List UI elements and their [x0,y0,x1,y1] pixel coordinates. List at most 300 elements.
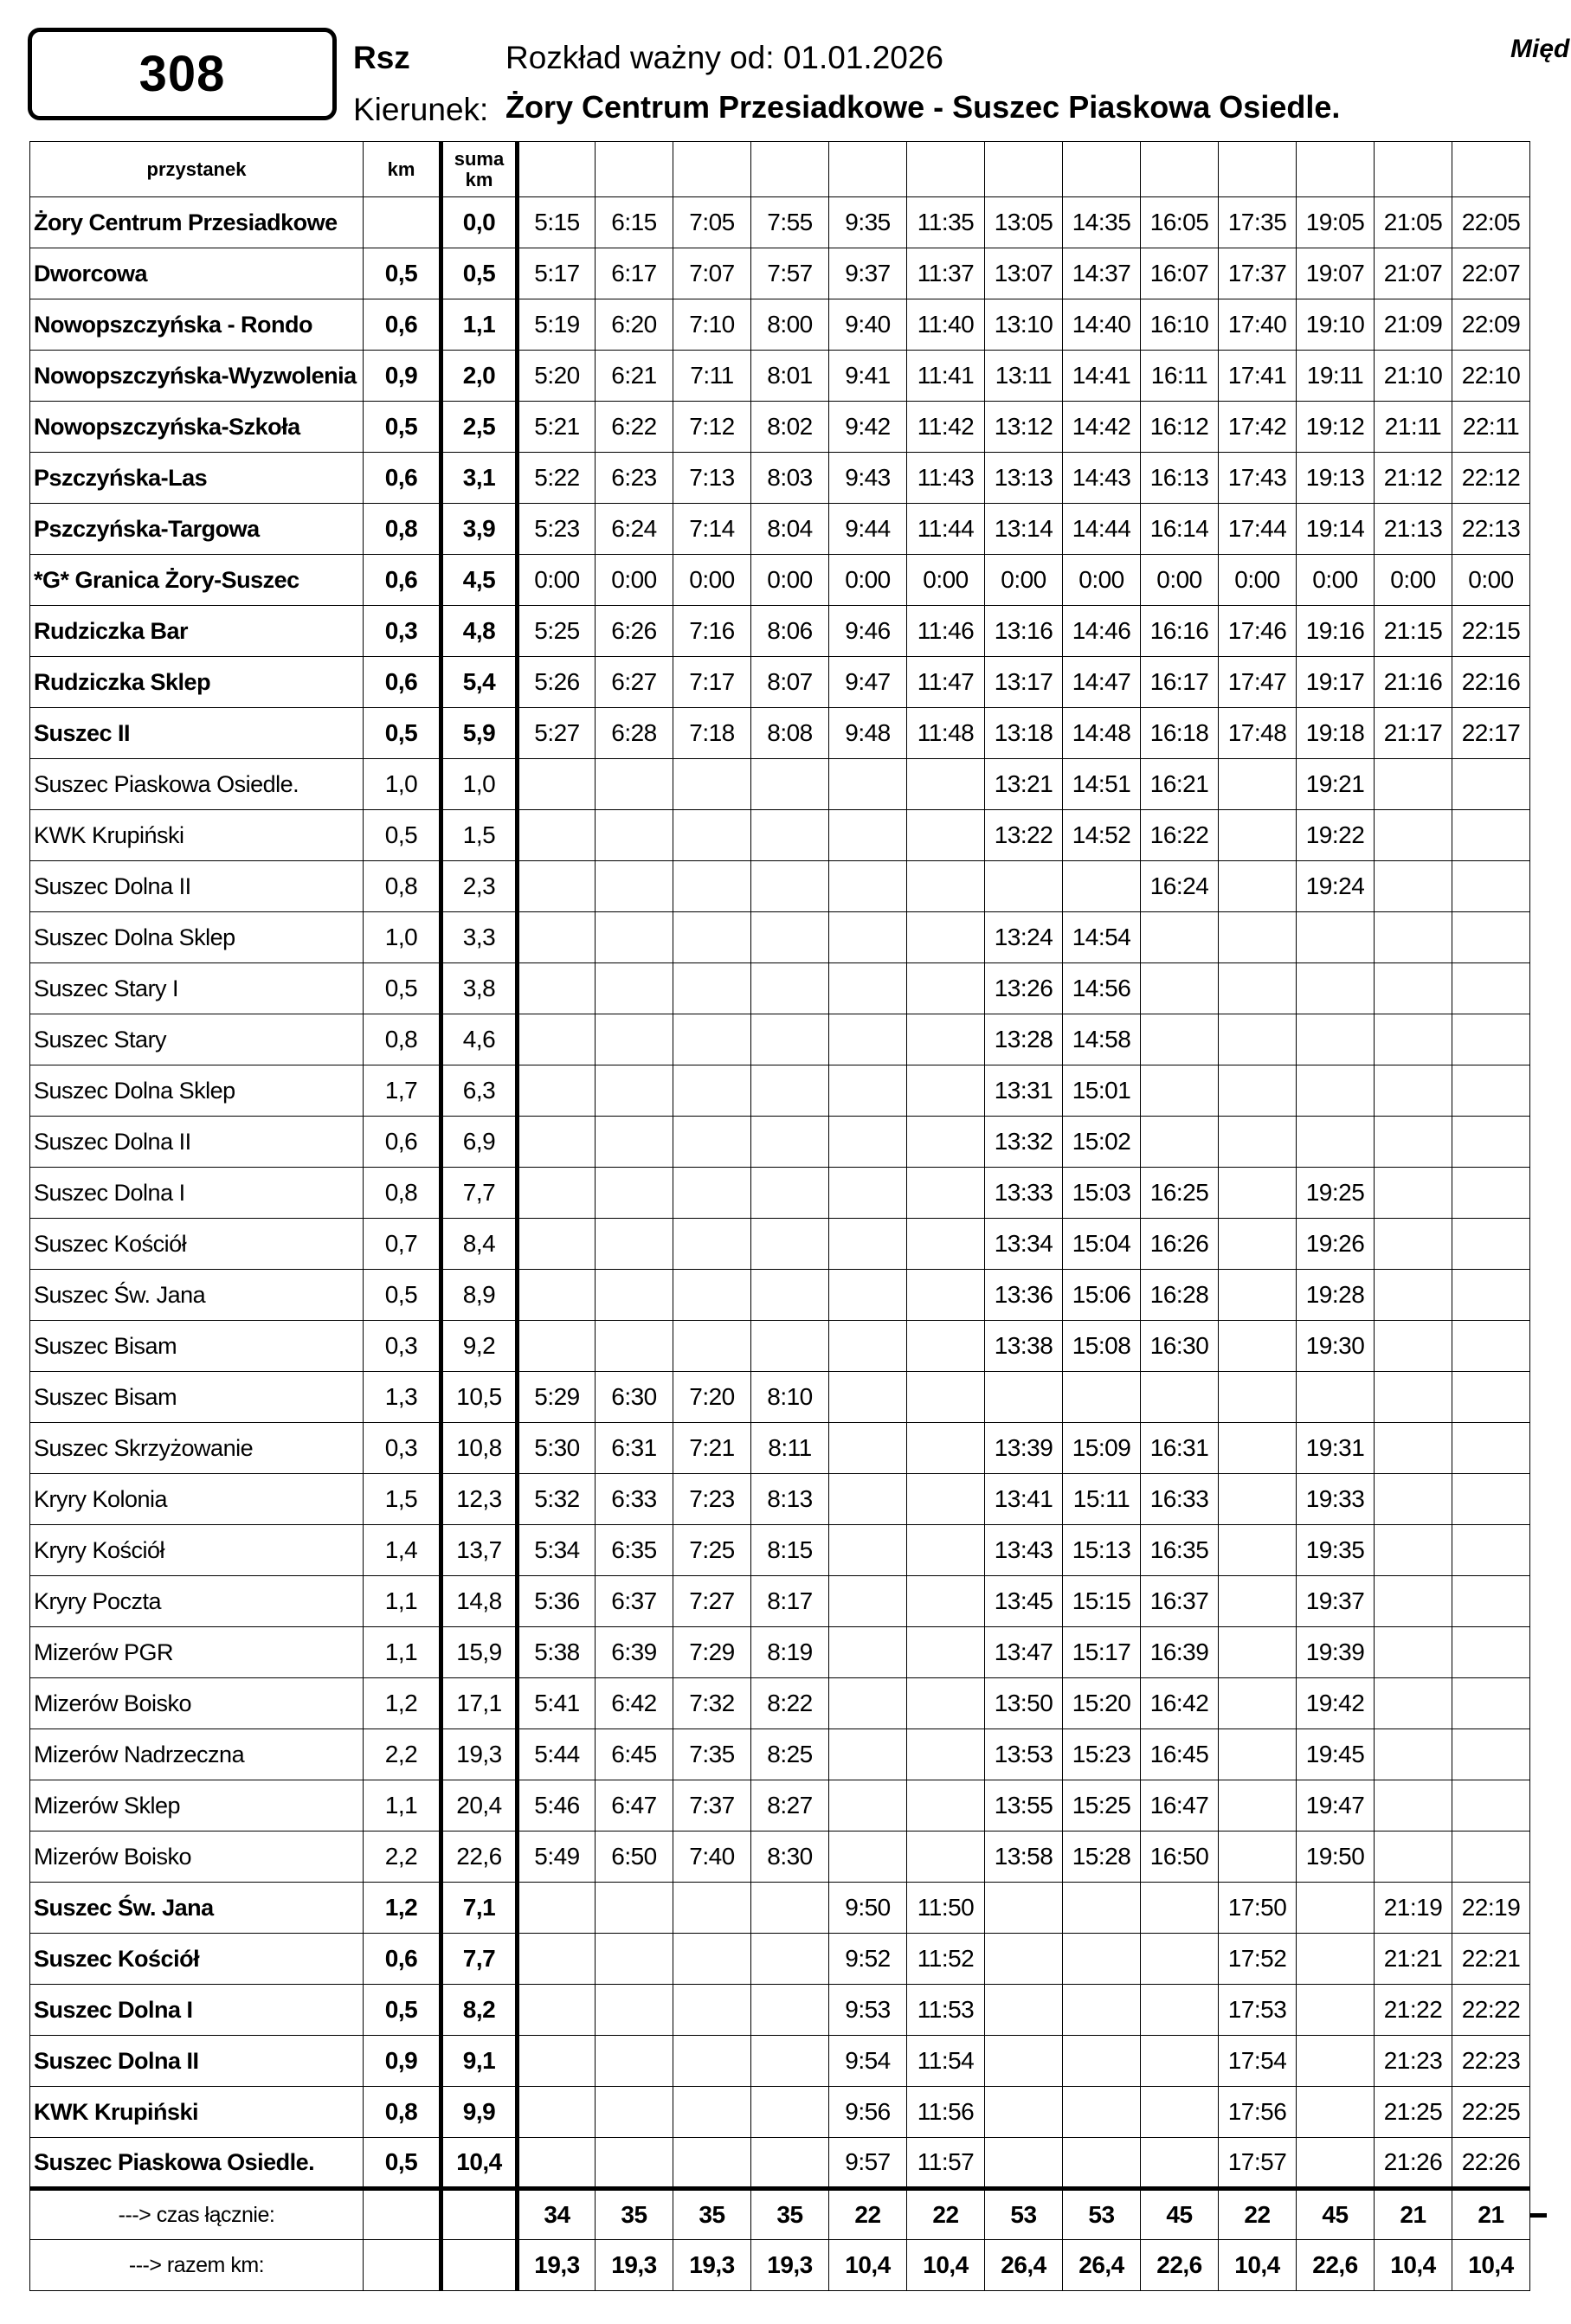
departure-time: 8:17 [751,1576,829,1627]
stop-km: 2,2 [364,1832,441,1883]
departure-time: 16:05 [1141,197,1219,248]
column-header-trip [1063,142,1141,197]
departure-time [1219,1321,1297,1372]
stop-km: 0,6 [364,1117,441,1168]
departure-time: 5:44 [518,1729,596,1780]
stop-total-km: 3,9 [441,504,518,555]
stop-total-km: 5,9 [441,708,518,759]
departure-time [751,1219,829,1270]
departure-time [1219,1627,1297,1678]
departure-time: 8:04 [751,504,829,555]
stop-total-km: 6,9 [441,1117,518,1168]
stop-total-km: 0,0 [441,197,518,248]
departure-time: 13:47 [985,1627,1063,1678]
departure-time [1219,912,1297,963]
departure-time [1297,1985,1375,2036]
summary-value: 21 [1452,2189,1530,2240]
departure-time: 0:00 [907,555,985,606]
departure-time [1375,1219,1452,1270]
departure-time [673,1117,751,1168]
summary-value: 19,3 [751,2240,829,2291]
departure-time [985,1934,1063,1985]
departure-time: 7:57 [751,248,829,299]
summary-value: 10,4 [1452,2240,1530,2291]
departure-time: 19:25 [1297,1168,1375,1219]
column-header-trip [1452,142,1530,197]
table-row [30,555,1530,606]
departure-time [751,759,829,810]
stop-total-km: 20,4 [441,1780,518,1832]
table-row [30,1168,1530,1219]
departure-time [673,1321,751,1372]
departure-time [1452,1627,1530,1678]
departure-time [985,1985,1063,2036]
departure-time [1219,1065,1297,1117]
departure-time [1452,1117,1530,1168]
departure-time: 7:23 [673,1474,751,1525]
departure-time [1219,810,1297,861]
departure-time [1375,1321,1452,1372]
table-row [30,1372,1530,1423]
table-row [30,248,1530,299]
departure-time [1219,1678,1297,1729]
stop-km: 1,2 [364,1678,441,1729]
departure-time [751,1014,829,1065]
table-row [30,606,1530,657]
departure-time [1297,1372,1375,1423]
stop-km: 0,8 [364,2087,441,2138]
departure-time: 8:30 [751,1832,829,1883]
summary-blank [441,2240,518,2291]
departure-time: 5:30 [518,1423,596,1474]
departure-time [1375,1576,1452,1627]
column-header-trip [596,142,673,197]
departure-time [751,1934,829,1985]
departure-time [673,1883,751,1934]
route-type: Rsz [353,40,410,75]
departure-time [907,1832,985,1883]
departure-time [1141,2138,1219,2189]
departure-time [1219,1014,1297,1065]
table-row [30,1474,1530,1525]
departure-time: 9:52 [829,1934,907,1985]
departure-time [673,2138,751,2189]
summary-row [30,2240,1530,2291]
departure-time: 5:29 [518,1372,596,1423]
summary-value: 22,6 [1297,2240,1375,2291]
departure-time: 0:00 [985,555,1063,606]
departure-time [1141,1934,1219,1985]
departure-time: 14:41 [1063,351,1141,402]
stop-km: 0,6 [364,1934,441,1985]
departure-time: 5:41 [518,1678,596,1729]
departure-time: 14:46 [1063,606,1141,657]
column-header-stop: przystanek [30,142,364,197]
departure-time: 13:12 [985,402,1063,453]
departure-time: 8:03 [751,453,829,504]
departure-time: 19:24 [1297,861,1375,912]
departure-time [829,861,907,912]
departure-time [596,1270,673,1321]
departure-time: 19:28 [1297,1270,1375,1321]
departure-time [596,2087,673,2138]
departure-time: 9:44 [829,504,907,555]
departure-time: 8:06 [751,606,829,657]
departure-time: 19:37 [1297,1576,1375,1627]
summary-value: 26,4 [985,2240,1063,2291]
departure-time: 17:35 [1219,197,1297,248]
stop-total-km: 3,8 [441,963,518,1014]
departure-time [1452,1065,1530,1117]
departure-time [1375,1168,1452,1219]
departure-time: 19:05 [1297,197,1375,248]
line-number: 308 [138,46,226,102]
summary-value: 22,6 [1141,2240,1219,2291]
departure-time [1375,912,1452,963]
departure-time [1063,1883,1141,1934]
departure-time: 16:12 [1141,402,1219,453]
summary-value: 45 [1297,2189,1375,2240]
departure-time: 19:22 [1297,810,1375,861]
departure-time: 15:11 [1063,1474,1141,1525]
column-header-trip [907,142,985,197]
stop-name: Suszec Dolna II [30,861,364,912]
departure-time [1297,2087,1375,2138]
departure-time: 22:25 [1452,2087,1530,2138]
departure-time: 13:10 [985,299,1063,351]
column-header-km: km [364,142,441,197]
departure-time: 7:05 [673,197,751,248]
departure-time [1063,861,1141,912]
stop-total-km: 4,6 [441,1014,518,1065]
stop-total-km: 12,3 [441,1474,518,1525]
departure-time [673,759,751,810]
departure-time [596,912,673,963]
stop-km: 1,0 [364,912,441,963]
departure-time: 19:12 [1297,402,1375,453]
departure-time [673,861,751,912]
departure-time: 0:00 [1219,555,1297,606]
departure-time [907,1474,985,1525]
table-row [30,1832,1530,1883]
departure-time: 22:09 [1452,299,1530,351]
departure-time: 16:31 [1141,1423,1219,1474]
departure-time: 19:30 [1297,1321,1375,1372]
departure-time: 19:39 [1297,1627,1375,1678]
stop-total-km: 8,9 [441,1270,518,1321]
departure-time [1452,810,1530,861]
departure-time: 13:43 [985,1525,1063,1576]
stop-name: Suszec Dolna II [30,1117,364,1168]
departure-time [751,1883,829,1934]
column-header-trip [673,142,751,197]
summary-blank [364,2240,441,2291]
departure-time: 21:17 [1375,708,1452,759]
departure-time [829,1423,907,1474]
departure-time: 21:07 [1375,248,1452,299]
summary-value: 35 [673,2189,751,2240]
departure-time [673,1219,751,1270]
summary-value: 45 [1141,2189,1219,2240]
column-header-trip [751,142,829,197]
departure-time [1452,1168,1530,1219]
departure-time: 19:13 [1297,453,1375,504]
departure-time: 22:22 [1452,1985,1530,2036]
stop-km: 0,3 [364,1321,441,1372]
departure-time [907,1627,985,1678]
departure-time: 13:16 [985,606,1063,657]
departure-time: 7:20 [673,1372,751,1423]
departure-time: 13:14 [985,504,1063,555]
departure-time [518,1934,596,1985]
departure-time: 16:22 [1141,810,1219,861]
departure-time [1297,912,1375,963]
stop-total-km: 2,0 [441,351,518,402]
departure-time [596,759,673,810]
departure-time: 7:21 [673,1423,751,1474]
departure-time [829,810,907,861]
departure-time [751,912,829,963]
departure-time [751,810,829,861]
departure-time [1452,861,1530,912]
stop-km: 1,5 [364,1474,441,1525]
departure-time [1452,912,1530,963]
departure-time: 17:54 [1219,2036,1297,2087]
departure-time: 19:18 [1297,708,1375,759]
departure-time [751,1985,829,2036]
departure-time: 7:17 [673,657,751,708]
departure-time: 21:19 [1375,1883,1452,1934]
stop-name: Suszec Dolna II [30,2036,364,2087]
table-row [30,1065,1530,1117]
departure-time [1375,1117,1452,1168]
departure-time: 21:09 [1375,299,1452,351]
departure-time [1297,1014,1375,1065]
departure-time [673,1014,751,1065]
departure-time: 11:47 [907,657,985,708]
departure-time [1452,1474,1530,1525]
stop-km: 0,5 [364,1985,441,2036]
departure-time: 0:00 [1297,555,1375,606]
departure-time [673,2087,751,2138]
departure-time: 9:37 [829,248,907,299]
stop-name: Kryry Kościół [30,1525,364,1576]
departure-time [1452,1219,1530,1270]
departure-time [518,912,596,963]
departure-time [1452,1372,1530,1423]
stop-km: 1,1 [364,1627,441,1678]
summary-value: 10,4 [1219,2240,1297,2291]
stop-km: 0,5 [364,248,441,299]
departure-time: 19:50 [1297,1832,1375,1883]
departure-time: 16:14 [1141,504,1219,555]
departure-time: 16:17 [1141,657,1219,708]
departure-time: 14:37 [1063,248,1141,299]
departure-time [1219,1270,1297,1321]
departure-time: 14:56 [1063,963,1141,1014]
departure-time: 16:42 [1141,1678,1219,1729]
departure-time [829,1576,907,1627]
summary-value: 53 [1063,2189,1141,2240]
departure-time [1452,1321,1530,1372]
stop-km: 1,3 [364,1372,441,1423]
departure-time: 8:01 [751,351,829,402]
departure-time [1297,1117,1375,1168]
departure-time: 13:11 [985,351,1063,402]
departure-time: 16:33 [1141,1474,1219,1525]
departure-time: 17:50 [1219,1883,1297,1934]
stop-name: KWK Krupiński [30,2087,364,2138]
departure-time: 7:32 [673,1678,751,1729]
departure-time [907,810,985,861]
stop-total-km: 10,8 [441,1423,518,1474]
departure-time [1219,963,1297,1014]
departure-time [518,1321,596,1372]
departure-time [1452,1525,1530,1576]
departure-time: 6:42 [596,1678,673,1729]
departure-time [1063,1372,1141,1423]
departure-time [518,1117,596,1168]
departure-time [907,963,985,1014]
departure-time: 6:20 [596,299,673,351]
departure-time: 19:47 [1297,1780,1375,1832]
table-row [30,2036,1530,2087]
departure-time: 22:26 [1452,2138,1530,2189]
departure-time: 5:38 [518,1627,596,1678]
stop-total-km: 1,5 [441,810,518,861]
stop-km: 0,6 [364,453,441,504]
stop-total-km: 19,3 [441,1729,518,1780]
stop-total-km: 4,5 [441,555,518,606]
departure-time: 14:40 [1063,299,1141,351]
departure-time [829,912,907,963]
departure-time [518,1168,596,1219]
departure-time [1452,1014,1530,1065]
departure-time: 7:13 [673,453,751,504]
departure-time: 11:46 [907,606,985,657]
departure-time [596,1065,673,1117]
departure-time: 14:48 [1063,708,1141,759]
departure-time: 7:11 [673,351,751,402]
departure-time [1141,2087,1219,2138]
departure-time: 8:19 [751,1627,829,1678]
departure-time [1375,1832,1452,1883]
departure-time: 0:00 [751,555,829,606]
departure-time: 16:10 [1141,299,1219,351]
departure-time [829,1678,907,1729]
stop-name: Nowopszczyńska-Wyzwolenia [30,351,364,402]
departure-time [596,1934,673,1985]
table-row [30,657,1530,708]
departure-time [518,2087,596,2138]
departure-time [907,1423,985,1474]
departure-time: 7:25 [673,1525,751,1576]
departure-time [907,861,985,912]
table-row [30,708,1530,759]
departure-time: 13:50 [985,1678,1063,1729]
departure-time: 15:25 [1063,1780,1141,1832]
summary-value: 35 [751,2189,829,2240]
departure-time: 8:00 [751,299,829,351]
departure-time: 19:45 [1297,1729,1375,1780]
departure-time: 6:15 [596,197,673,248]
timetable-body [30,142,1530,2291]
departure-time [829,1117,907,1168]
table-row [30,759,1530,810]
departure-time [1297,2138,1375,2189]
stop-total-km: 7,7 [441,1934,518,1985]
departure-time: 13:34 [985,1219,1063,1270]
departure-time: 0:00 [1063,555,1141,606]
departure-time [907,1117,985,1168]
stop-km: 0,6 [364,299,441,351]
stop-total-km: 9,9 [441,2087,518,2138]
summary-blank [364,2189,441,2240]
departure-time [751,1321,829,1372]
departure-time: 16:28 [1141,1270,1219,1321]
column-header-trip [985,142,1063,197]
departure-time: 11:52 [907,1934,985,1985]
departure-time: 13:24 [985,912,1063,963]
departure-time: 7:12 [673,402,751,453]
departure-time: 6:37 [596,1576,673,1627]
departure-time [1219,861,1297,912]
departure-time: 5:22 [518,453,596,504]
departure-time [1297,1883,1375,1934]
departure-time: 7:18 [673,708,751,759]
departure-time [673,1270,751,1321]
departure-time: 5:27 [518,708,596,759]
departure-time [985,1372,1063,1423]
departure-time [907,1576,985,1627]
departure-time: 19:07 [1297,248,1375,299]
table-row [30,912,1530,963]
departure-time: 13:07 [985,248,1063,299]
departure-time: 13:36 [985,1270,1063,1321]
departure-time: 19:11 [1297,351,1375,402]
departure-time [1297,1065,1375,1117]
table-row [30,1627,1530,1678]
departure-time [985,2138,1063,2189]
departure-time: 5:49 [518,1832,596,1883]
stop-name: Mizerów Boisko [30,1678,364,1729]
table-row [30,1423,1530,1474]
departure-time: 19:26 [1297,1219,1375,1270]
departure-time: 9:50 [829,1883,907,1934]
departure-time: 15:28 [1063,1832,1141,1883]
departure-time [1375,861,1452,912]
departure-time: 13:38 [985,1321,1063,1372]
departure-time [1219,1780,1297,1832]
departure-time: 11:44 [907,504,985,555]
departure-time [1375,1065,1452,1117]
departure-time: 14:42 [1063,402,1141,453]
column-header-trip [1375,142,1452,197]
stop-name: Kryry Poczta [30,1576,364,1627]
stop-km: 2,2 [364,1729,441,1780]
departure-time [829,1525,907,1576]
departure-time [1375,1423,1452,1474]
table-row [30,1219,1530,1270]
summary-value: 53 [985,2189,1063,2240]
departure-time: 16:16 [1141,606,1219,657]
summary-label: ---> czas łącznie: [30,2189,364,2240]
stop-total-km: 9,2 [441,1321,518,1372]
departure-time: 11:43 [907,453,985,504]
stop-name: Suszec Bisam [30,1321,364,1372]
stop-total-km: 15,9 [441,1627,518,1678]
departure-time: 6:26 [596,606,673,657]
